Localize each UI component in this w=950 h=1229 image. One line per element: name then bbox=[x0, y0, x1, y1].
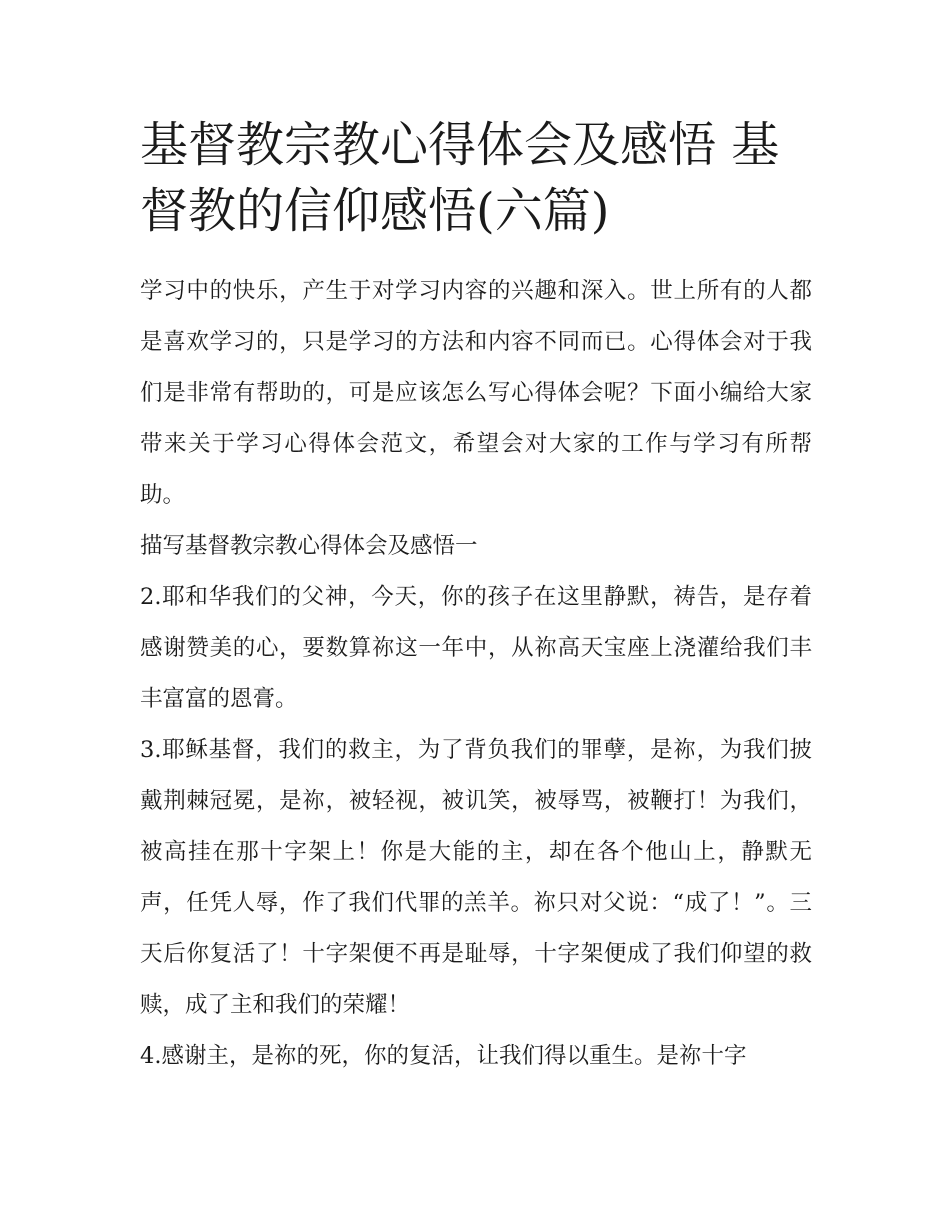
paragraph-item-2: 2.耶和华我们的父神，今天，你的孩子在这里静默，祷告，是存着感谢赞美的心，要数算祢这一年中，从祢高天宝座上浇灌给我们丰丰富富的恩膏。 bbox=[140, 584, 812, 712]
section-heading: 描写基督教宗教心得体会及感悟一 bbox=[140, 533, 478, 559]
paragraph-item-4: 4.感谢主，是祢的死，你的复活，让我们得以重生。是祢十字 bbox=[140, 1043, 747, 1069]
paragraph-item-3: 3.耶稣基督，我们的救主，为了背负我们的罪孽，是祢，为我们披戴荆棘冠冕，是祢，被轻视，被讥笑，被辱骂，被鞭打！为我们，被高挂在那十字架上！你是大能的主，却在各个他山上，静默无声，任凭人辱，作了我们代罪的羔羊。祢只对父说：“成了！”。三天后你复活了！十字架便不再是耻辱，十字架便成了我们仰望的救赎，成了主和我们的荣耀！ bbox=[140, 737, 812, 1018]
intro-paragraph: 学习中的快乐，产生于对学习内容的兴趣和深入。世上所有的人都是喜欢学习的，只是学习的方法和内容不同而已。心得体会对于我们是非常有帮助的，可是应该怎么写心得体会呢？下面小编给大家带来关于学习心得体会范文，希望会对大家的工作与学习有所帮助。 bbox=[140, 278, 812, 508]
document-title: 基督教宗教心得体会及感悟 基督教的信仰感悟(六篇) bbox=[140, 117, 780, 239]
document-body bbox=[140, 112, 812, 1082]
